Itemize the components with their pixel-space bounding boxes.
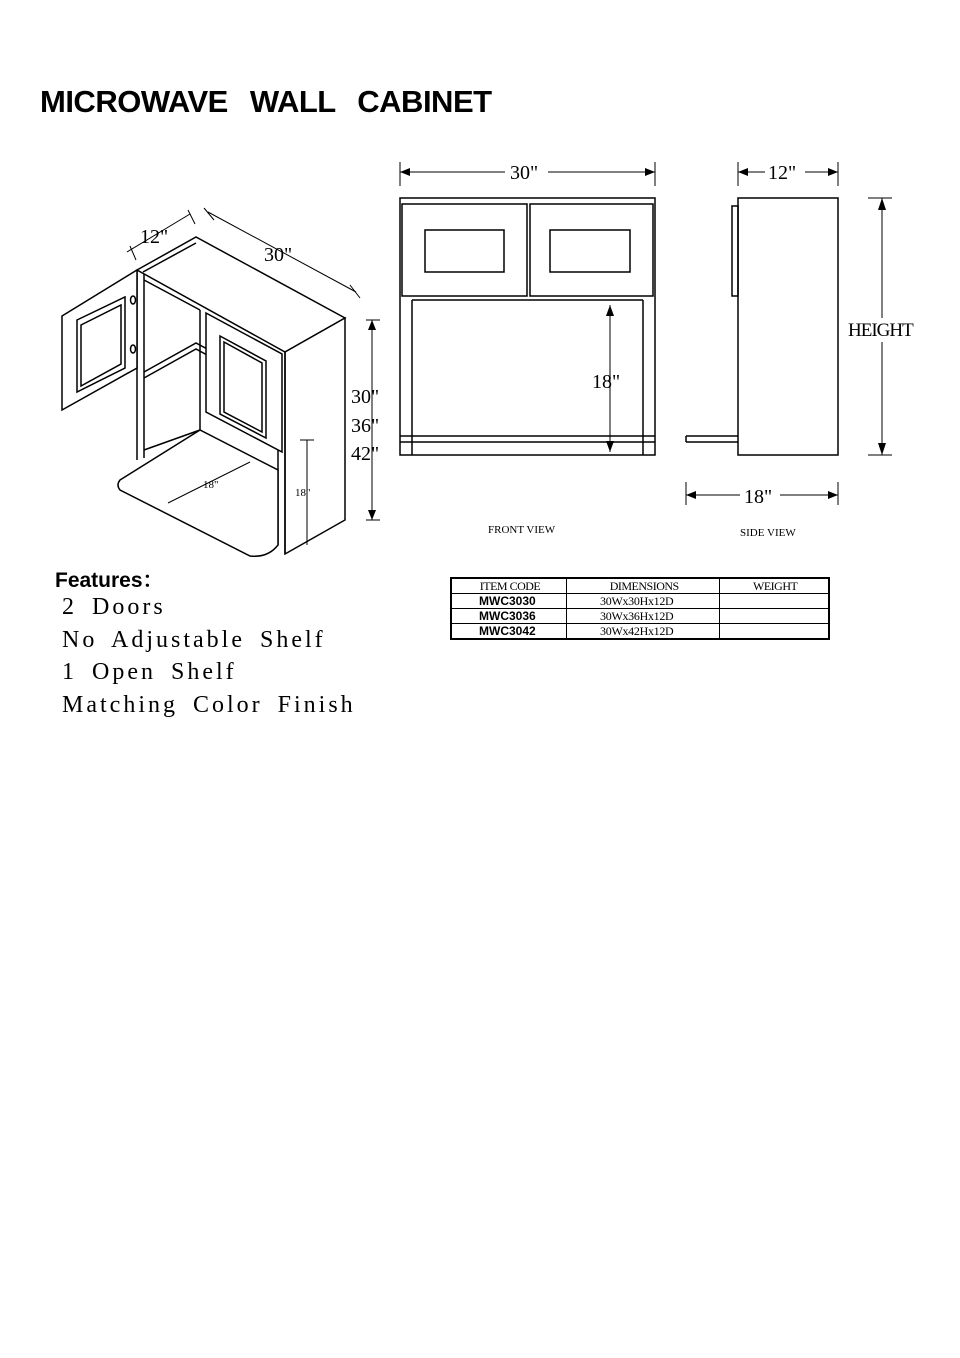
weight-cell [720,609,829,624]
header-dimensions: DIMENSIONS [567,578,720,594]
iso-bottom-depth-label: 18" [203,479,219,491]
header-item-code: ITEM CODE [451,578,567,594]
item-code-cell: MWC3036 [451,609,567,624]
iso-width-label: 30" [264,244,293,266]
side-bottom-depth-label: 18" [744,486,773,508]
header-weight: WEIGHT [720,578,829,594]
iso-depth-label: 12" [140,226,169,248]
front-opening-label: 18" [592,371,621,393]
iso-height-label-30: 30" [351,386,380,408]
iso-view [62,208,380,556]
feature-item: 2 Doors [62,594,166,620]
side-height-label: HEIGHT [848,320,913,341]
iso-height-label-42: 42" [351,443,380,465]
weight-cell [720,594,829,609]
front-width-label: 30" [510,162,539,184]
weight-cell [720,624,829,640]
table-row [451,594,829,609]
side-view-caption: SIDE VIEW [740,527,796,539]
spec-table [450,577,830,640]
side-depth-label: 12" [768,162,797,184]
feature-item: 1 Open Shelf [62,659,237,685]
dimensions-cell: 30Wx36Hx12D [567,609,720,624]
feature-item: Matching Color Finish [62,691,356,718]
item-code-cell: MWC3030 [451,594,567,609]
feature-item: No Adjustable Shelf [62,626,326,653]
features-list [62,592,356,722]
front-view [400,162,655,455]
features-heading: Features： [55,569,164,592]
iso-height-label-36: 36" [351,415,380,437]
cabinet-drawing [0,0,960,570]
table-row [451,609,829,624]
dimensions-cell: 30Wx30Hx12D [567,594,720,609]
dimensions-cell: 30Wx42Hx12D [567,624,720,640]
iso-opening-label: 18" [295,487,311,499]
table-header-row [451,578,829,594]
table-row [451,624,829,640]
item-code-cell: MWC3042 [451,624,567,640]
page-title: MICROWAVE WALL CABINET [40,84,492,119]
front-view-caption: FRONT VIEW [488,524,556,536]
